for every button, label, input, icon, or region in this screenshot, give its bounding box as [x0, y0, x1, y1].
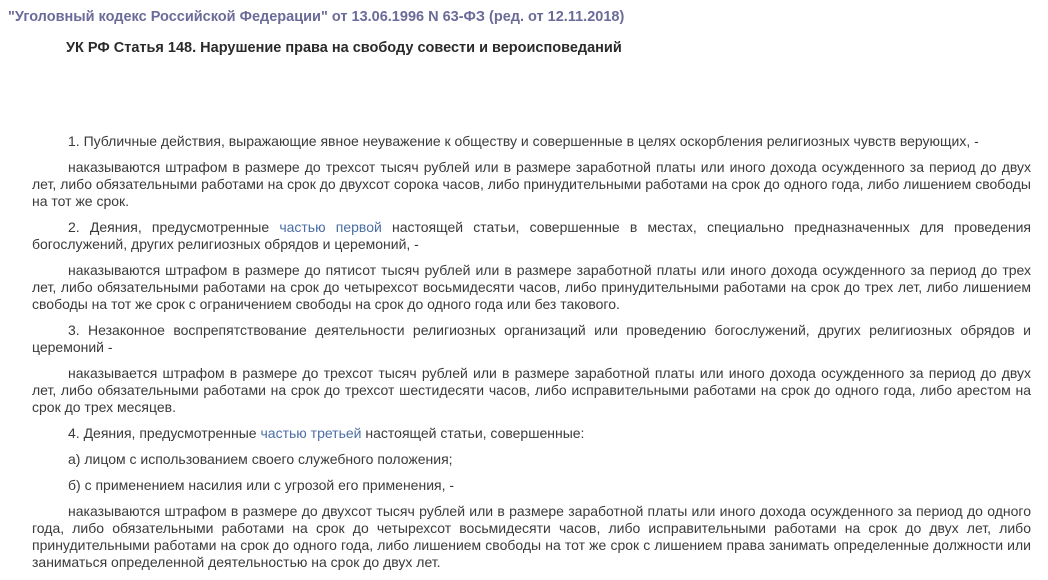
- part-4-text-start: 4. Деяния, предусмотренные: [68, 425, 261, 441]
- part-one-reference-link[interactable]: частью первой: [279, 219, 382, 235]
- part-1-penalty: наказываются штрафом в размере до трехсот тысяч рублей или в размере заработной платы или иного дохода осужденного за период до двух лет, либо обязательными работами на срок до двухсот сорока часов, либо принудительными работами на срок до одного года, либо лишением свободы на тот же срок.: [32, 159, 1031, 209]
- article-title: УК РФ Статья 148. Нарушение права на свободу совести и вероисповеданий: [66, 40, 622, 56]
- part-3-penalty: наказывается штрафом в размере до трехсот тысяч рублей или в размере заработной платы или иного дохода осужденного за период до двух лет, либо обязательными работами на срок до трехсот шестидесяти часов, либо исправительными работами на срок до одного года, либо арестом на срок до трех месяцев.: [32, 365, 1031, 415]
- part-2-penalty: наказываются штрафом в размере до пятисот тысяч рублей или в размере заработной платы или иного дохода осужденного за период до трех лет, либо обязательными работами на срок до четырехсот восьмидесяти часов, либо принудительными работами на срок до трех лет, либо лишением свободы на тот же срок с ограничением свободы на срок до одного года или без такового.: [32, 262, 1031, 312]
- part-three-reference-link[interactable]: частью третьей: [260, 425, 362, 441]
- document-source: [8, 9, 624, 25]
- part-4-item-b: б) с применением насилия или с угрозой его применения, -: [68, 477, 455, 493]
- part-1-text: 1. Публичные действия, выражающие явное неуважение к обществу и совершенные в целях оскорбления религиозных чувств верующих, -: [68, 133, 979, 149]
- article-body: [32, 133, 1031, 580]
- code-title-link[interactable]: "Уголовный кодекс Российской Федерации": [8, 9, 328, 25]
- part-2-text-start: 2. Деяния, предусмотренные: [68, 219, 280, 235]
- part-4-text-end: настоящей статьи, совершенные:: [361, 425, 585, 441]
- part-2-text-end: настоящей статьи, совершенные в местах, специально предназначенных для проведения богослужений, других религиозных обрядов и церемоний, -: [32, 219, 1031, 252]
- part-4-item-a: а) лицом с использованием своего служебного положения;: [68, 451, 453, 467]
- part-4-text: [32, 425, 1031, 442]
- part-3-text: 3. Незаконное воспрепятствование деятельности религиозных организаций или проведению богослужений, других религиозных обрядов и церемоний -: [32, 322, 1031, 355]
- part-2-text: [32, 219, 1031, 253]
- code-edition-text: от 13.06.1996 N 63-ФЗ (ред. от 12.11.2018): [327, 9, 625, 25]
- part-4-penalty: наказываются штрафом в размере до двухсот тысяч рублей или в размере заработной платы или иного дохода осужденного за период до одного года, либо обязательными работами на срок до четырехсот восьмидесяти часов, либо исправительными работами на срок до двух лет, либо принудительными работами на срок до одного года, либо лишением свободы на тот же срок с лишением права занимать определенные должности или заниматься определенной деятельностью на срок до двух лет.: [32, 503, 1031, 570]
